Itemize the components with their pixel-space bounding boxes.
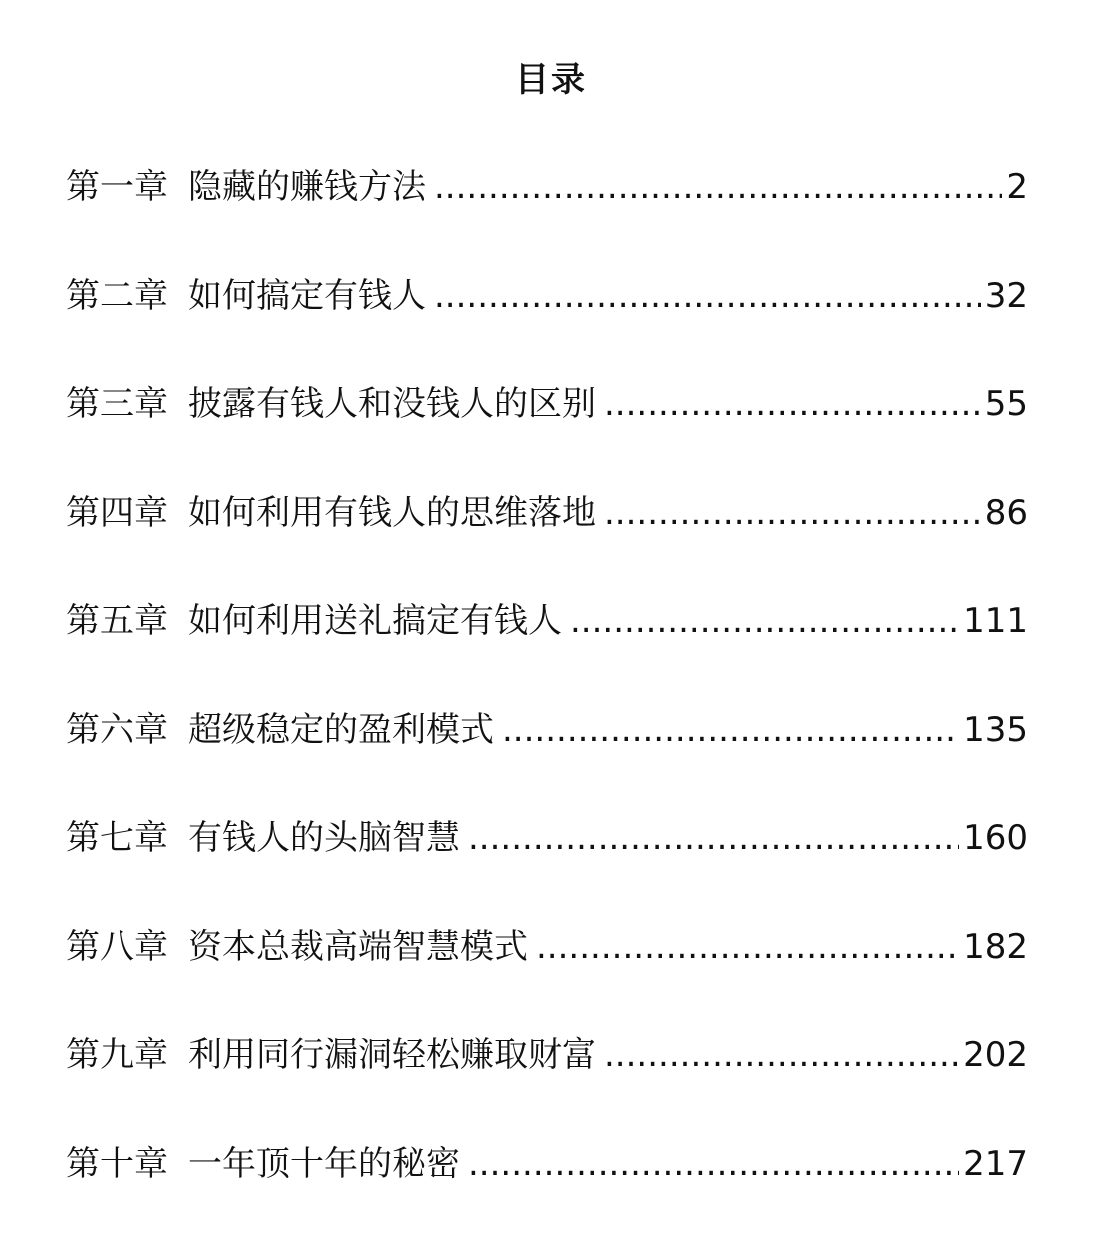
chapter-number: 第五章 bbox=[66, 594, 168, 648]
page-number: 86 bbox=[985, 486, 1028, 540]
chapter-number: 第九章 bbox=[66, 1028, 168, 1082]
toc-entry[interactable] bbox=[66, 920, 1028, 1029]
dot-leader bbox=[434, 160, 1002, 214]
dot-leader bbox=[570, 594, 959, 648]
chapter-title: 如何搞定有钱人 bbox=[188, 269, 426, 323]
page-number: 32 bbox=[985, 269, 1028, 323]
toc-entry[interactable] bbox=[66, 811, 1028, 920]
toc-heading: 目录 bbox=[0, 56, 1102, 104]
dot-leader bbox=[604, 377, 981, 431]
dot-leader bbox=[468, 1137, 959, 1191]
toc-entry[interactable] bbox=[66, 703, 1028, 812]
page-number: 217 bbox=[963, 1137, 1028, 1191]
chapter-number: 第四章 bbox=[66, 486, 168, 540]
chapter-title: 利用同行漏洞轻松赚取财富 bbox=[188, 1028, 596, 1082]
chapter-title: 超级稳定的盈利模式 bbox=[188, 703, 494, 757]
chapter-title: 披露有钱人和没钱人的区别 bbox=[188, 377, 596, 431]
chapter-number: 第七章 bbox=[66, 811, 168, 865]
toc-list bbox=[66, 160, 1028, 1245]
chapter-number: 第一章 bbox=[66, 160, 168, 214]
toc-entry[interactable] bbox=[66, 486, 1028, 595]
chapter-title: 资本总裁高端智慧模式 bbox=[188, 920, 528, 974]
page-number: 55 bbox=[985, 377, 1028, 431]
chapter-number: 第八章 bbox=[66, 920, 168, 974]
chapter-title: 有钱人的头脑智慧 bbox=[188, 811, 460, 865]
chapter-number: 第三章 bbox=[66, 377, 168, 431]
chapter-title: 如何利用送礼搞定有钱人 bbox=[188, 594, 562, 648]
dot-leader bbox=[604, 486, 981, 540]
toc-entry[interactable] bbox=[66, 1137, 1028, 1245]
chapter-title: 一年顶十年的秘密 bbox=[188, 1137, 460, 1191]
dot-leader bbox=[434, 269, 981, 323]
toc-entry[interactable] bbox=[66, 1028, 1028, 1137]
dot-leader bbox=[536, 920, 959, 974]
toc-entry[interactable] bbox=[66, 269, 1028, 378]
chapter-number: 第二章 bbox=[66, 269, 168, 323]
toc-entry[interactable] bbox=[66, 594, 1028, 703]
dot-leader bbox=[468, 811, 959, 865]
chapter-title: 隐藏的赚钱方法 bbox=[188, 160, 426, 214]
toc-entry[interactable] bbox=[66, 377, 1028, 486]
chapter-number: 第六章 bbox=[66, 703, 168, 757]
page-number: 111 bbox=[963, 594, 1028, 648]
dot-leader bbox=[502, 703, 959, 757]
toc-entry[interactable] bbox=[66, 160, 1028, 269]
chapter-number: 第十章 bbox=[66, 1137, 168, 1191]
dot-leader bbox=[604, 1028, 959, 1082]
chapter-title: 如何利用有钱人的思维落地 bbox=[188, 486, 596, 540]
page-number: 2 bbox=[1006, 160, 1028, 214]
page-number: 160 bbox=[963, 811, 1028, 865]
page-number: 182 bbox=[963, 920, 1028, 974]
page-number: 202 bbox=[963, 1028, 1028, 1082]
page-number: 135 bbox=[963, 703, 1028, 757]
